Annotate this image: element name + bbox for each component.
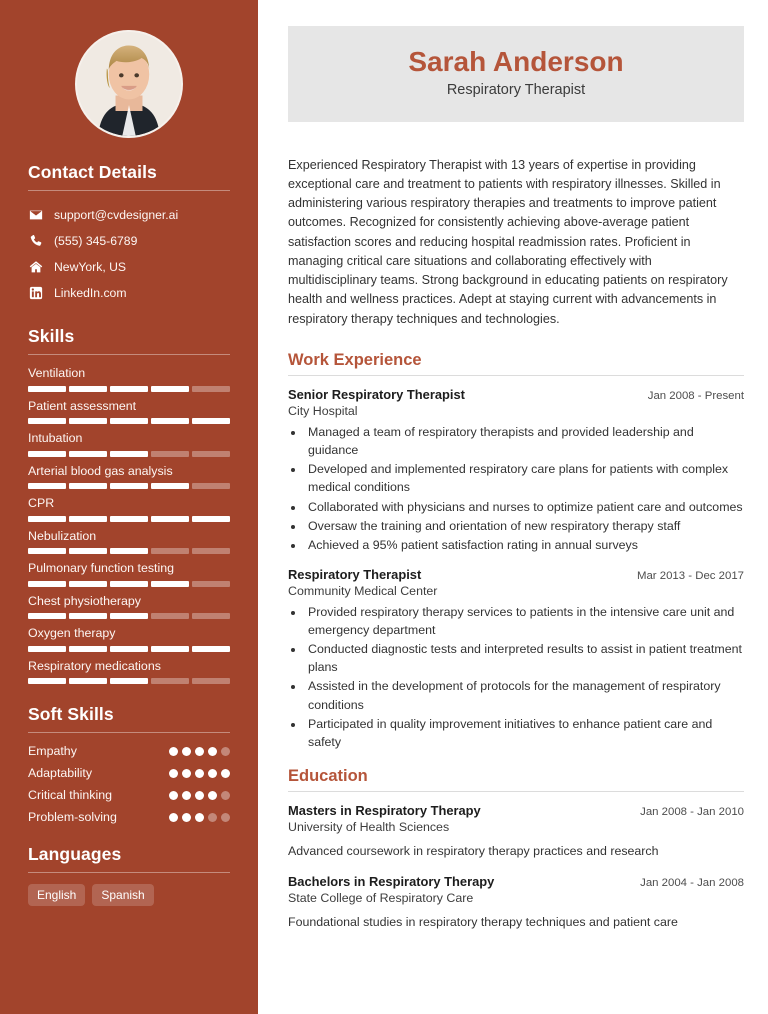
- avatar-container: [28, 30, 230, 138]
- skill-bar-segment: [192, 613, 230, 619]
- soft-skill-label: Empathy: [28, 744, 77, 758]
- experience-entry: [288, 566, 744, 751]
- skill-bar-segment: [192, 581, 230, 587]
- entry-note: Advanced coursework in respiratory therapy practices and research: [288, 844, 659, 859]
- skill-bar-segment: [69, 386, 107, 392]
- entry-organization: City Hospital: [288, 404, 358, 419]
- entry-bullet-list: [305, 423, 744, 554]
- soft-skills-heading: Soft Skills: [28, 704, 114, 724]
- rating-dot: [182, 813, 191, 822]
- experience-entry: [288, 873, 744, 932]
- skill-bar-segment: [151, 451, 189, 457]
- rating-dot: [221, 813, 230, 822]
- phone-icon: [28, 234, 43, 249]
- rating-dot: [221, 747, 230, 756]
- divider: [288, 375, 744, 376]
- entry-note: Foundational studies in respiratory therapy techniques and patient care: [288, 915, 678, 930]
- entry-header: [288, 386, 744, 403]
- skill-label: Chest physiotherapy: [28, 593, 141, 608]
- soft-skill-rating: [169, 791, 230, 800]
- contact-value: LinkedIn.com: [54, 285, 127, 300]
- skill-row: [28, 561, 230, 587]
- skill-bar-segment: [151, 613, 189, 619]
- skill-label: Arterial blood gas analysis: [28, 463, 173, 478]
- skill-level-bar: [28, 678, 230, 684]
- entry-date: Jan 2004 - Jan 2008: [640, 877, 744, 890]
- skill-level-bar: [28, 418, 230, 424]
- skill-row: [28, 659, 230, 685]
- divider: [28, 872, 230, 873]
- skill-row: [28, 594, 230, 620]
- education-heading: Education: [288, 766, 368, 785]
- soft-skill-label: Critical thinking: [28, 788, 113, 802]
- entry-date: Jan 2008 - Jan 2010: [640, 805, 744, 818]
- divider: [28, 354, 230, 355]
- soft-skills-section: [28, 704, 230, 824]
- skill-bar-segment: [151, 581, 189, 587]
- entry-organization: Community Medical Center: [288, 584, 438, 599]
- skill-label: CPR: [28, 496, 55, 510]
- entry-bullet: • Assisted in the development of protocols for the management of respiratory conditions: [305, 677, 744, 713]
- skill-row: [28, 626, 230, 652]
- skill-bar-segment: [192, 451, 230, 457]
- entry-header: [288, 566, 744, 583]
- skill-bar-segment: [69, 483, 107, 489]
- skill-bar-segment: [110, 581, 148, 587]
- skill-bar-segment: [151, 548, 189, 554]
- skill-bar-segment: [151, 646, 189, 652]
- work-experience-heading: Work Experience: [288, 350, 422, 369]
- contact-item-location[interactable]: [28, 254, 230, 280]
- skill-bar-segment: [28, 646, 66, 652]
- skill-bar-segment: [69, 516, 107, 522]
- rating-dot: [221, 769, 230, 778]
- entry-bullet: • Achieved a 95% patient satisfaction rating in annual surveys: [305, 536, 744, 554]
- rating-dot: [169, 813, 178, 822]
- skill-bar-segment: [151, 483, 189, 489]
- entry-organization: State College of Respiratory Care: [288, 891, 474, 906]
- skill-row: [28, 366, 230, 392]
- entry-bullet: • Conducted diagnostic tests and interpreted results to assist in patient treatment plans: [305, 640, 744, 676]
- profile-photo-icon: [77, 32, 181, 136]
- skill-bar-segment: [28, 451, 66, 457]
- linkedin-icon: [28, 286, 43, 301]
- skill-bar-segment: [110, 483, 148, 489]
- skill-label: Oxygen therapy: [28, 626, 116, 640]
- skill-bar-segment: [28, 516, 66, 522]
- skill-bar-segment: [69, 548, 107, 554]
- skill-bar-segment: [110, 516, 148, 522]
- soft-skill-row: [28, 744, 230, 758]
- skill-row: [28, 399, 230, 425]
- skill-bar-segment: [110, 678, 148, 684]
- skill-bar-segment: [69, 646, 107, 652]
- skill-label: Ventilation: [28, 366, 86, 380]
- skill-bar-segment: [69, 613, 107, 619]
- rating-dot: [182, 791, 191, 800]
- skill-bar-segment: [28, 483, 66, 489]
- skill-level-bar: [28, 581, 230, 587]
- soft-skill-row: [28, 766, 230, 780]
- envelope-icon: [28, 208, 43, 223]
- skill-row: [28, 431, 230, 457]
- skill-bar-segment: [69, 418, 107, 424]
- rating-dot: [182, 747, 191, 756]
- rating-dot: [221, 791, 230, 800]
- rating-dot: [208, 813, 217, 822]
- home-icon: [28, 260, 43, 275]
- work-entry-list: [288, 386, 744, 751]
- skill-label: Patient assessment: [28, 398, 137, 413]
- skill-bar-segment: [110, 386, 148, 392]
- skill-bar-segment: [28, 581, 66, 587]
- languages-heading: Languages: [28, 844, 122, 864]
- experience-entry: [288, 386, 744, 554]
- job-title: Respiratory Therapist: [446, 82, 586, 99]
- entry-date: Mar 2013 - Dec 2017: [636, 569, 744, 582]
- skill-bar-segment: [110, 418, 148, 424]
- entry-bullet: • Collaborated with physicians and nurses to optimize patient care and outcomes: [305, 498, 744, 516]
- skill-row: [28, 496, 230, 522]
- main-column: [258, 0, 768, 1014]
- skill-level-bar: [28, 483, 230, 489]
- entry-bullet: • Oversaw the training and orientation of new respiratory therapy staff: [305, 517, 744, 535]
- contact-item-email[interactable]: [28, 202, 230, 228]
- skill-bar-segment: [110, 646, 148, 652]
- rating-dot: [169, 791, 178, 800]
- education-section: [288, 767, 744, 932]
- entry-date: Jan 2008 - Present: [647, 389, 744, 402]
- contact-value: NewYork, US: [54, 259, 127, 274]
- rating-dot: [208, 747, 217, 756]
- soft-skill-row: [28, 788, 230, 802]
- rating-dot: [208, 791, 217, 800]
- entry-bullet: • Developed and implemented respiratory care plans for patients with complex medical conditions: [305, 460, 744, 496]
- skill-bar-segment: [69, 581, 107, 587]
- skill-bar-segment: [110, 548, 148, 554]
- rating-dot: [169, 747, 178, 756]
- skill-bar-segment: [192, 386, 230, 392]
- soft-skill-label: Adaptability: [28, 766, 93, 780]
- skill-level-bar: [28, 646, 230, 652]
- rating-dot: [195, 747, 204, 756]
- skill-row: [28, 464, 230, 490]
- entry-header: [288, 873, 744, 890]
- entry-bullet: • Provided respiratory therapy services to patients in the intensive care unit and emergency department: [305, 603, 744, 639]
- soft-skill-rating: [169, 769, 230, 778]
- page-title: Sarah Anderson: [408, 46, 624, 77]
- skill-level-bar: [28, 451, 230, 457]
- name-band: [288, 26, 744, 122]
- skill-bar-segment: [192, 646, 230, 652]
- contact-list: [28, 202, 230, 306]
- language-chip: English: [28, 884, 85, 906]
- skill-bar-segment: [192, 678, 230, 684]
- soft-skill-label: Problem-solving: [28, 810, 117, 824]
- entry-header: [288, 802, 744, 819]
- skills-section: [28, 326, 230, 684]
- entry-title: Bachelors in Respiratory Therapy: [288, 874, 495, 890]
- soft-skill-rating: [169, 747, 230, 756]
- skill-bar-segment: [151, 516, 189, 522]
- skills-list: [28, 366, 230, 684]
- contact-item-linkedin[interactable]: [28, 280, 230, 306]
- experience-entry: [288, 802, 744, 861]
- skill-level-bar: [28, 613, 230, 619]
- skill-label: Intubation: [28, 431, 83, 445]
- entry-title: Respiratory Therapist: [288, 566, 422, 582]
- skill-row: [28, 529, 230, 555]
- entry-title: Senior Respiratory Therapist: [288, 386, 465, 402]
- skill-bar-segment: [28, 418, 66, 424]
- rating-dot: [195, 791, 204, 800]
- skill-bar-segment: [151, 418, 189, 424]
- entry-organization: University of Health Sciences: [288, 820, 450, 835]
- skill-bar-segment: [192, 516, 230, 522]
- skill-bar-segment: [28, 548, 66, 554]
- entry-bullet-list: [305, 603, 744, 751]
- rating-dot: [182, 769, 191, 778]
- work-experience-section: [288, 351, 744, 751]
- contact-item-phone[interactable]: [28, 228, 230, 254]
- skill-bar-segment: [192, 418, 230, 424]
- skill-bar-segment: [28, 613, 66, 619]
- entry-title: Masters in Respiratory Therapy: [288, 802, 481, 818]
- entry-bullet: • Participated in quality improvement initiatives to enhance patient care and safety: [305, 715, 744, 751]
- skill-label: Nebulization: [28, 528, 97, 543]
- soft-skill-row: [28, 810, 230, 824]
- skill-level-bar: [28, 516, 230, 522]
- skill-bar-segment: [192, 548, 230, 554]
- skills-heading: Skills: [28, 326, 75, 346]
- language-chip: Spanish: [92, 884, 153, 906]
- rating-dot: [195, 813, 204, 822]
- contact-value: support@cvdesigner.ai: [54, 207, 179, 222]
- divider: [28, 190, 230, 191]
- rating-dot: [169, 769, 178, 778]
- contact-heading: Contact Details: [28, 162, 157, 182]
- languages-section: [28, 844, 230, 906]
- language-chip-list: [28, 884, 230, 906]
- soft-skill-rating: [169, 813, 230, 822]
- divider: [288, 791, 744, 792]
- skill-bar-segment: [110, 451, 148, 457]
- skill-level-bar: [28, 548, 230, 554]
- skill-label: Respiratory medications: [28, 658, 161, 673]
- contact-value: (555) 345-6789: [54, 233, 138, 248]
- skill-bar-segment: [28, 386, 66, 392]
- skill-bar-segment: [192, 483, 230, 489]
- rating-dot: [195, 769, 204, 778]
- divider: [28, 732, 230, 733]
- professional-summary: Experienced Respiratory Therapist with 13 years of expertise in providing exceptional care and treatment to patients with respiratory illnesses. Skilled in administering various respiratory therapies and treatments to improve patient outcomes. Recognized for consistently achieving above-average patient satisfaction scores and reducing hospital readmission rates. Proficient in managing critical care situations and collaborating effectively with multidisciplinary teams. Strong background in educating patients on respiratory health and wellness practices. Adept at staying current with advancements in respiratory therapy techniques and technologies.: [288, 157, 728, 326]
- skill-level-bar: [28, 386, 230, 392]
- sidebar: [0, 0, 258, 1014]
- entry-bullet: • Managed a team of respiratory therapists and provided leadership and guidance: [305, 423, 744, 459]
- contact-section: [28, 162, 230, 306]
- skill-bar-segment: [151, 678, 189, 684]
- skill-bar-segment: [69, 678, 107, 684]
- avatar: [75, 30, 183, 138]
- skill-bar-segment: [28, 678, 66, 684]
- education-entry-list: [288, 802, 744, 932]
- rating-dot: [208, 769, 217, 778]
- skill-bar-segment: [110, 613, 148, 619]
- soft-skills-list: [28, 744, 230, 824]
- skill-bar-segment: [151, 386, 189, 392]
- skill-label: Pulmonary function testing: [28, 561, 175, 575]
- skill-bar-segment: [69, 451, 107, 457]
